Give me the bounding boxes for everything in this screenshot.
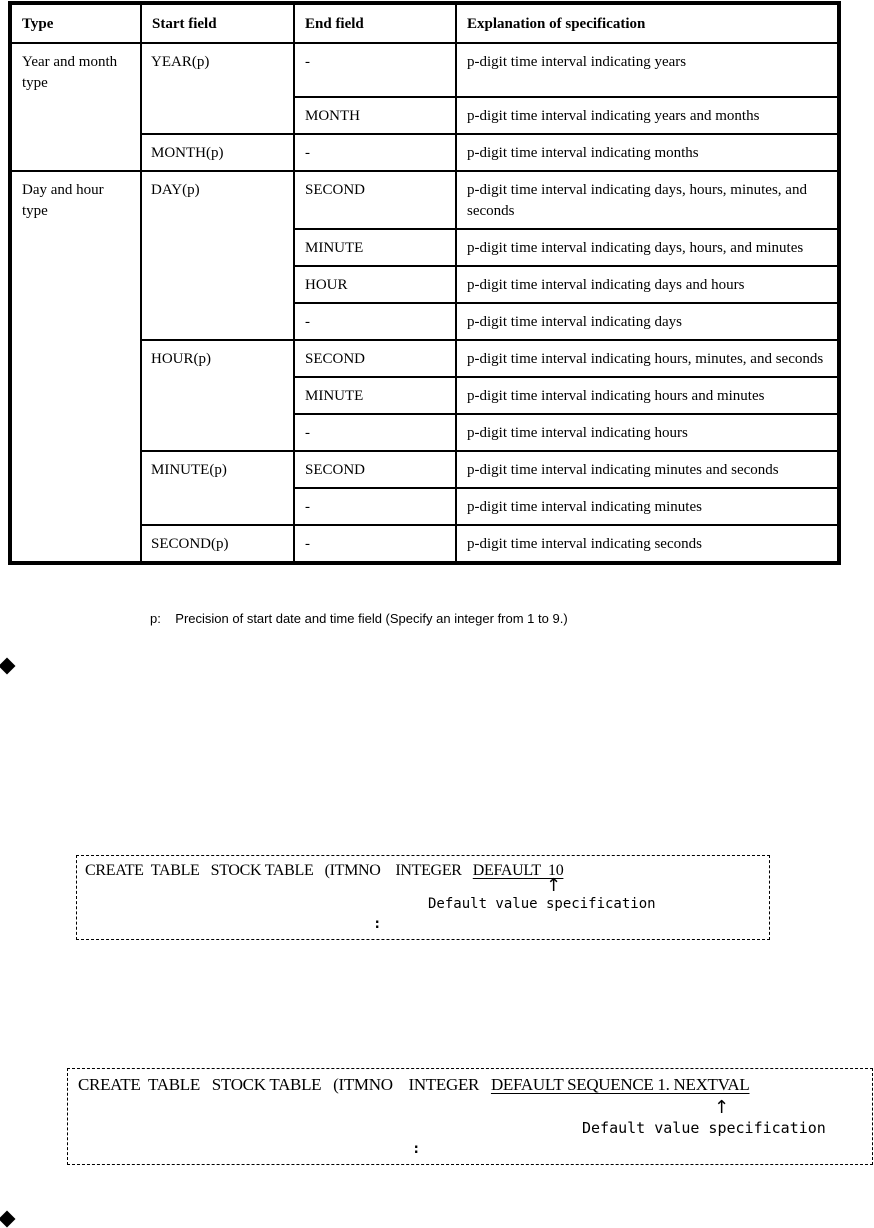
end-field: MINUTE — [294, 229, 456, 266]
code-line — [85, 862, 563, 880]
default-clause: DEFAULT SEQUENCE 1. NEXTVAL — [490, 1075, 750, 1094]
interval-type-table — [8, 1, 841, 565]
end-field: SECOND — [294, 451, 456, 488]
type-year-month: Year and month type — [10, 43, 141, 171]
table-header-row — [10, 3, 839, 43]
end-field: - — [294, 134, 456, 171]
explanation: p-digit time interval indicating years and months — [456, 97, 839, 134]
explanation: p-digit time interval indicating days and hours — [456, 266, 839, 303]
end-field: - — [294, 303, 456, 340]
continuation-mark: : — [373, 916, 382, 932]
code-example-default-literal — [76, 855, 770, 940]
diamond-bullet-icon — [0, 658, 15, 675]
explanation: p-digit time interval indicating hours and minutes — [456, 377, 839, 414]
code-prefix: CREATE TABLE STOCK TABLE (ITMNO INTEGER — [85, 862, 473, 879]
explanation: p-digit time interval indicating hours, minutes, and seconds — [456, 340, 839, 377]
explanation: p-digit time interval indicating days, hours, minutes, and seconds — [456, 171, 839, 229]
end-field: MONTH — [294, 97, 456, 134]
code-example-default-sequence — [67, 1068, 873, 1165]
header-explanation: Explanation of specification — [456, 3, 839, 43]
code-prefix: CREATE TABLE STOCK TABLE (ITMNO INTEGER — [78, 1075, 491, 1094]
start-field-day: DAY(p) — [141, 171, 294, 340]
up-arrow-icon: ↑ — [546, 875, 562, 896]
explanation: p-digit time interval indicating minutes and seconds — [456, 451, 839, 488]
header-end-field: End field — [294, 3, 456, 43]
explanation: p-digit time interval indicating days, hours, and minutes — [456, 229, 839, 266]
table-row — [10, 43, 839, 97]
default-annotation: Default value specification — [428, 896, 656, 912]
table-row — [10, 171, 839, 229]
end-field: SECOND — [294, 340, 456, 377]
explanation: p-digit time interval indicating days — [456, 303, 839, 340]
start-field-second: SECOND(p) — [141, 525, 294, 563]
explanation: p-digit time interval indicating hours — [456, 414, 839, 451]
end-field: - — [294, 488, 456, 525]
diamond-bullet-icon — [0, 1211, 15, 1228]
end-field: MINUTE — [294, 377, 456, 414]
start-field-hour: HOUR(p) — [141, 340, 294, 451]
end-field: - — [294, 525, 456, 563]
end-field: HOUR — [294, 266, 456, 303]
continuation-mark: : — [412, 1141, 421, 1157]
explanation: p-digit time interval indicating months — [456, 134, 839, 171]
explanation: p-digit time interval indicating years — [456, 43, 839, 97]
end-field: SECOND — [294, 171, 456, 229]
precision-note: p: Precision of start date and time field (Specify an integer from 1 to 9.) — [150, 611, 568, 626]
type-day-hour: Day and hour type — [10, 171, 141, 563]
code-line — [78, 1075, 750, 1095]
start-field-month: MONTH(p) — [141, 134, 294, 171]
header-start-field: Start field — [141, 3, 294, 43]
explanation: p-digit time interval indicating seconds — [456, 525, 839, 563]
explanation: p-digit time interval indicating minutes — [456, 488, 839, 525]
end-field: - — [294, 43, 456, 97]
default-annotation: Default value specification — [582, 1119, 826, 1137]
start-field-minute: MINUTE(p) — [141, 451, 294, 525]
default-clause: DEFAULT 10 — [472, 862, 564, 879]
start-field-year: YEAR(p) — [141, 43, 294, 134]
up-arrow-icon: ↑ — [714, 1097, 730, 1118]
header-type: Type — [10, 3, 141, 43]
end-field: - — [294, 414, 456, 451]
